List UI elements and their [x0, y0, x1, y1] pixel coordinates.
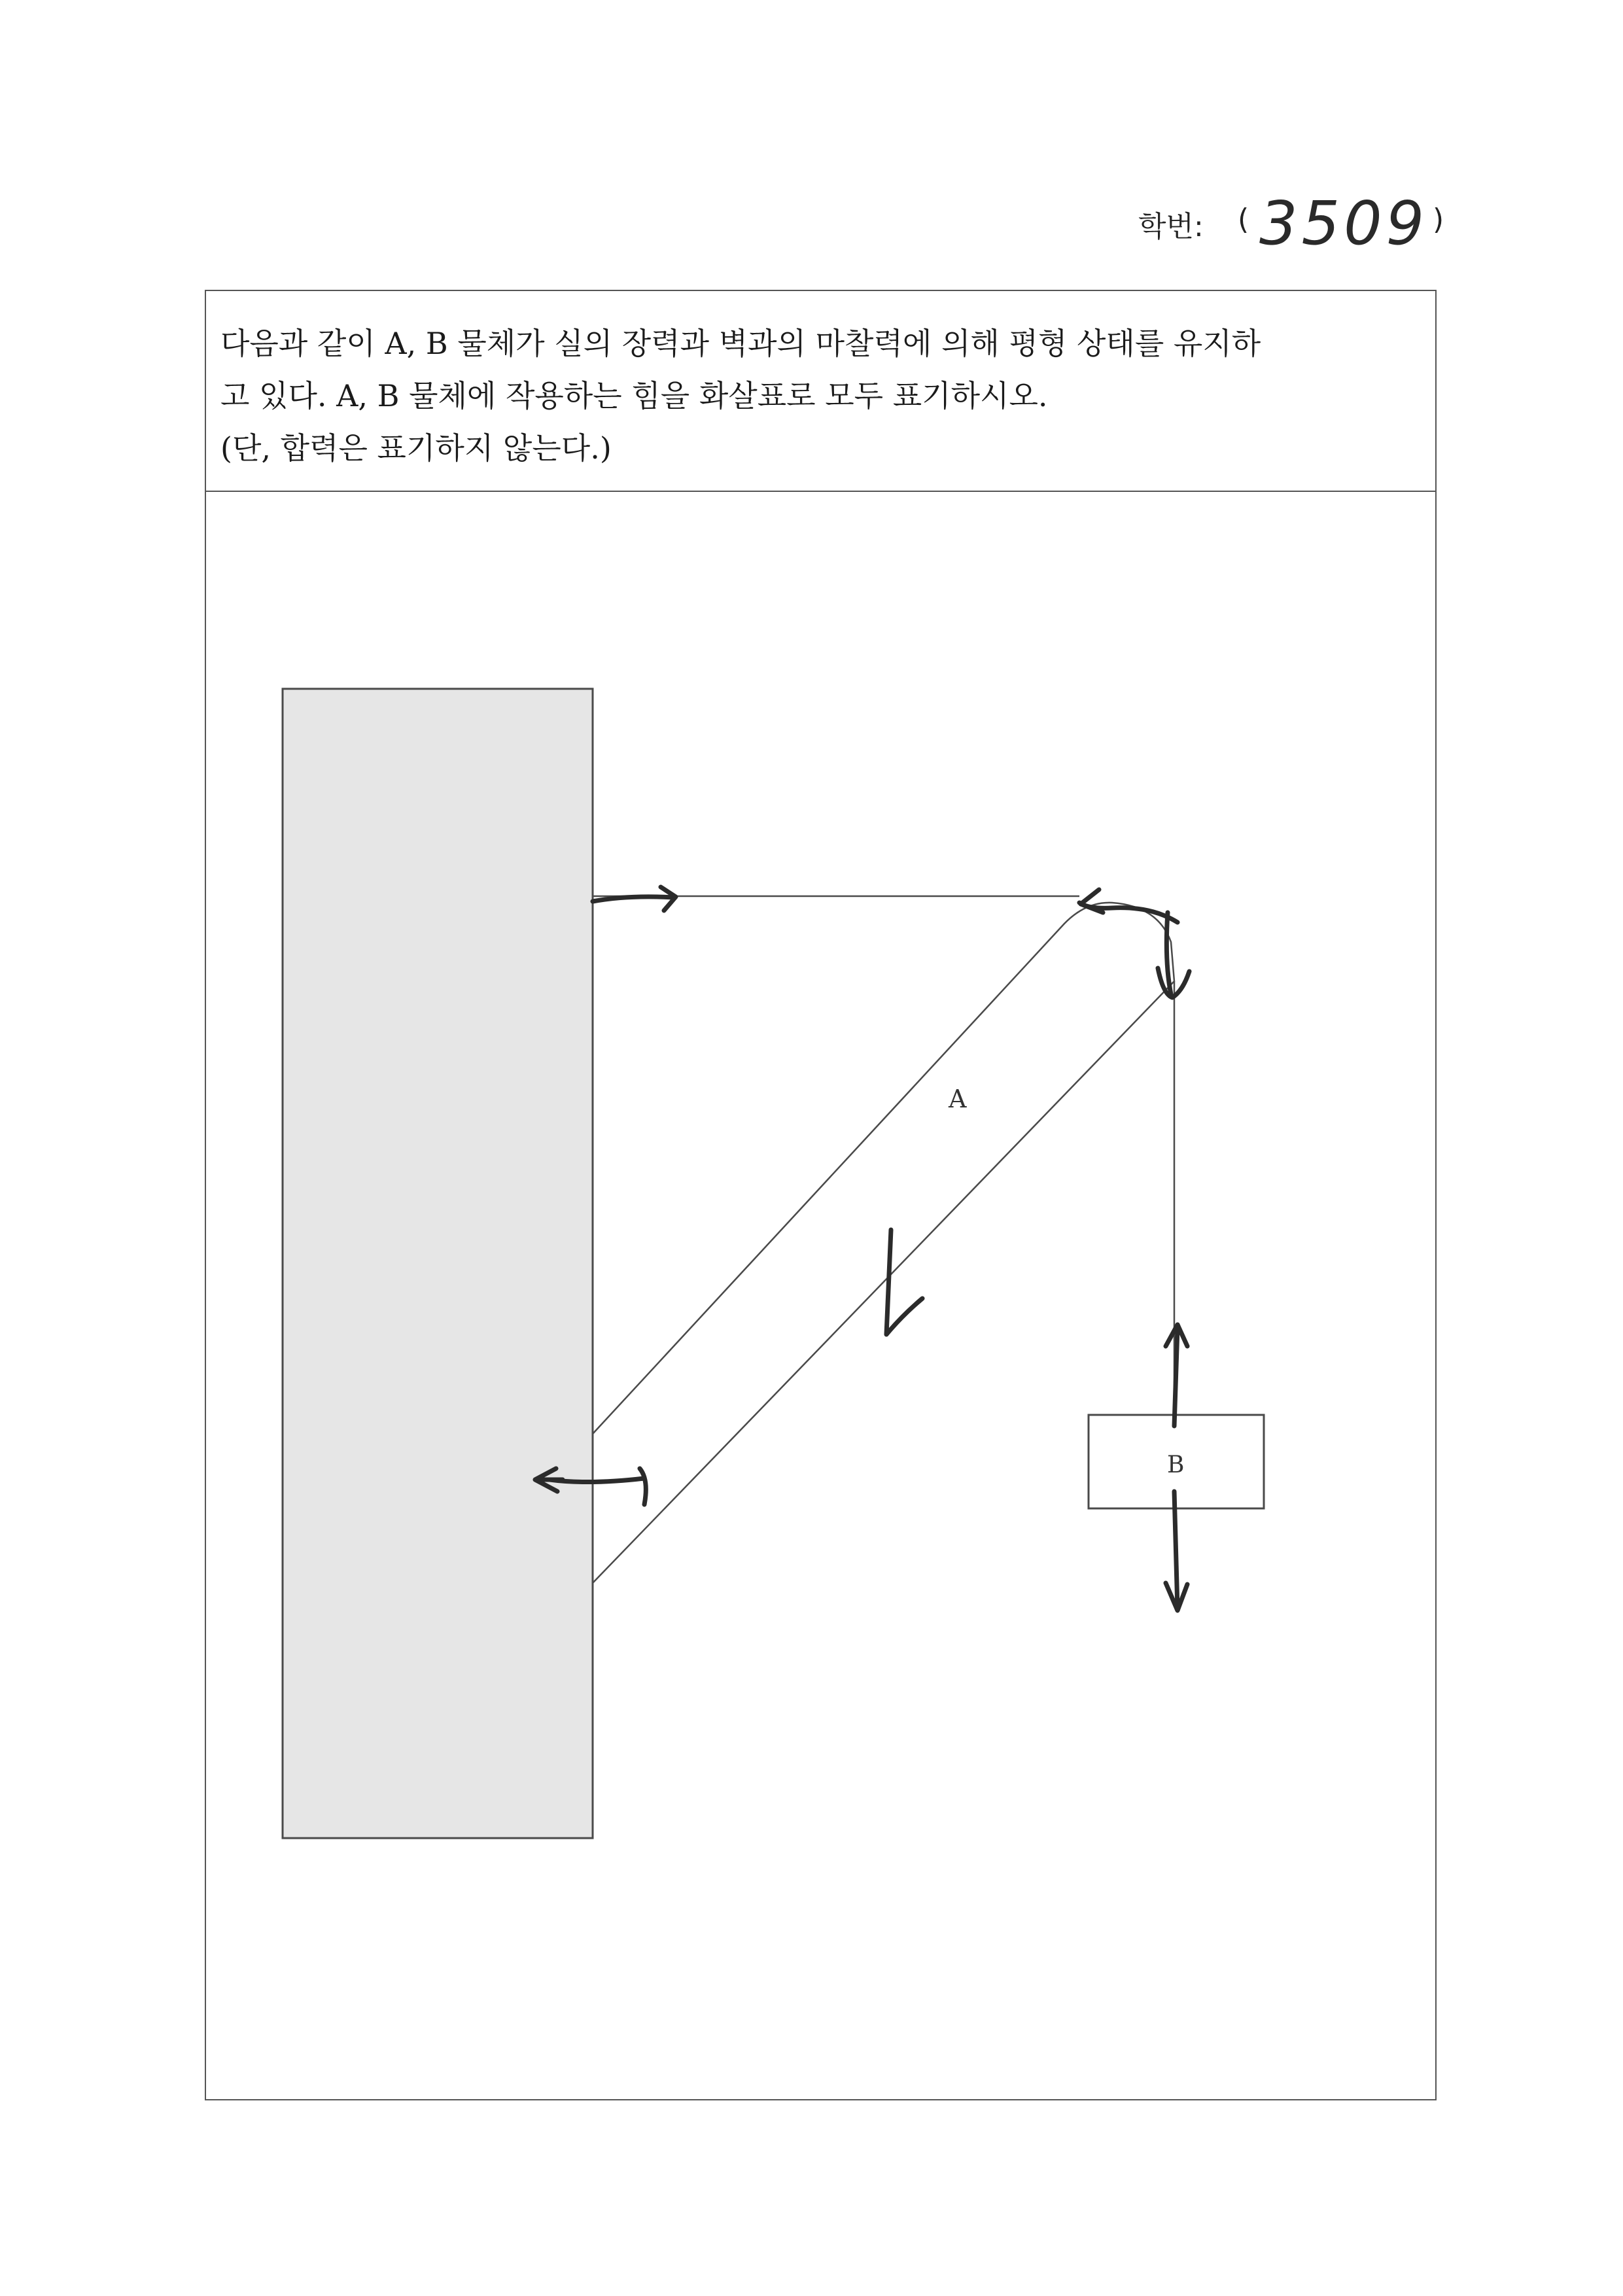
prompt-line-3: (단, 합력은 표기하지 않는다.)	[220, 430, 612, 466]
label-b: B	[1167, 1452, 1185, 1478]
rod-a	[593, 903, 1174, 1583]
arrow-tension-top-left	[593, 887, 676, 911]
student-id-handwritten: 3509	[1259, 188, 1429, 258]
student-id-label: 학번:	[1138, 210, 1204, 243]
close-paren: )	[1433, 203, 1444, 236]
wall	[283, 689, 593, 1838]
open-paren: (	[1238, 203, 1249, 236]
arrow-tension-top-right	[1079, 890, 1178, 922]
prompt-line-2: 고 있다. A, B 물체에 작용하는 힘을 화살표로 모두 표기하시오.	[220, 378, 1048, 413]
arrow-tension-b-up	[1166, 1325, 1187, 1426]
prompt-line-1: 다음과 같이 A, B 물체가 실의 장력과 벽과의 마찰력에 의해 평형 상태를 유지하	[220, 326, 1261, 361]
label-a: A	[949, 1085, 967, 1113]
arrow-gravity-a	[886, 1230, 922, 1334]
